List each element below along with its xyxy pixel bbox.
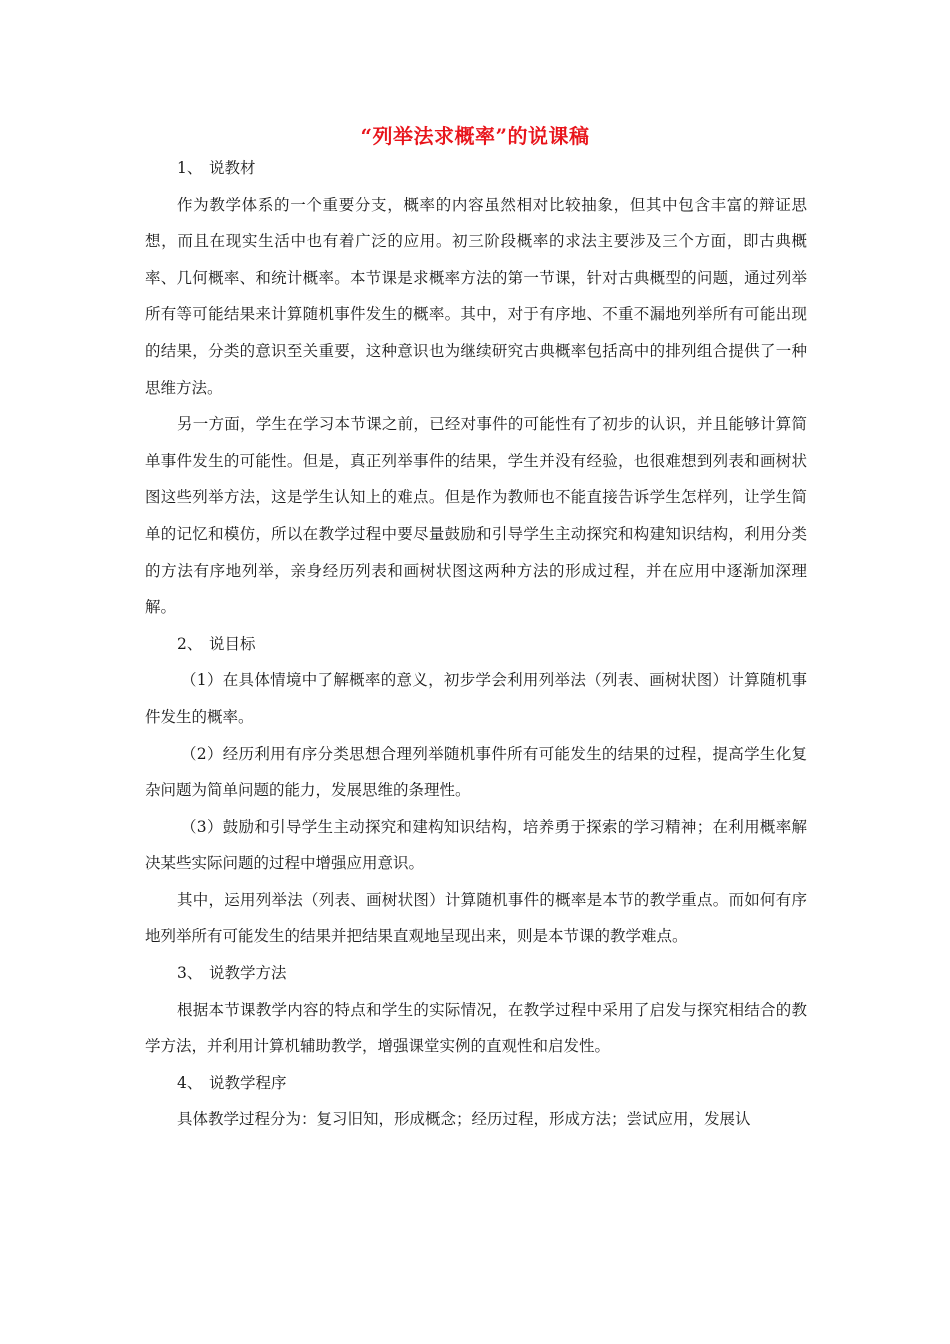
section-number: 3、 <box>177 964 203 983</box>
section-heading-text: 说教学程序 <box>209 1073 287 1092</box>
section-heading <box>145 626 807 663</box>
section-number: 2、 <box>177 634 203 653</box>
document-title: “列举法求概率”的说课稿 <box>360 124 590 148</box>
section-number: 1、 <box>177 159 203 177</box>
section-heading <box>145 150 807 187</box>
section-heading <box>145 955 807 992</box>
paragraph: 其中，运用列举法（列表、画树状图）计算随机事件的概率是本节的教学重点。而如何有序地列举所有可能发生的结果并把结果直观地呈现出来，则是本节课的教学难点。 <box>145 890 807 946</box>
section-heading-text: 说目标 <box>209 634 256 653</box>
objective-item: （3）鼓励和引导学生主动探究和建构知识结构，培养勇于探索的学习精神；在利用概率解决某些实际问题的过程中增强应用意识。 <box>145 817 807 873</box>
paragraph: 作为教学体系的一个重要分支，概率的内容虽然相对比较抽象，但其中包含丰富的辩证思想，而且在现实生活中也有着广泛的应用。初三阶段概率的求法主要涉及三个方面，即古典概率、几何概率、和统计概率。本节课是求概率方法的第一节课，针对古典概型的问题，通过列举所有等可能结果来计算随机事件发生的概率。其中，对于有序地、不重不漏地列举所有可能出现的结果，分类的意识至关重要，这种意识也为继续研究古典概率包括高中的排列组合提供了一种思维方法。 <box>145 195 807 397</box>
section-heading-text: 说教学方法 <box>209 964 287 983</box>
paragraph: 另一方面，学生在学习本节课之前，已经对事件的可能性有了初步的认识，并且能够计算简单事件发生的可能性。但是，真正列举事件的结果，学生并没有经验，也很难想到列表和画树状图这些列举方法，这是学生认知上的难点。但是作为教师也不能直接告诉学生怎样列，让学生简单的记忆和模仿，所以在教学过程中要尽量鼓励和引导学生主动探究和构建知识结构，利用分类的方法有序地列举，亲身经历列表和画树状图这两种方法的形成过程，并在应用中逐渐加深理解。 <box>145 415 807 617</box>
section-number: 4、 <box>177 1073 203 1092</box>
objective-item: （1）在具体情境中了解概率的意义，初步学会利用列举法（列表、画树状图）计算随机事件发生的概率。 <box>145 671 807 726</box>
paragraph: 具体教学过程分为：复习旧知，形成概念；经历过程，形成方法；尝试应用，发展认 <box>177 1110 751 1129</box>
section-heading <box>145 1065 807 1102</box>
document-body <box>145 150 807 1138</box>
objective-item: （2）经历利用有序分类思想合理列举随机事件所有可能发生的结果的过程，提高学生化复杂问题为简单问题的能力，发展思维的条理性。 <box>145 744 807 800</box>
section-heading-text: 说教材 <box>209 159 256 177</box>
paragraph: 根据本节课教学内容的特点和学生的实际情况，在教学过程中采用了启发与探究相结合的教学方法，并利用计算机辅助教学，增强课堂实例的直观性和启发性。 <box>145 1000 807 1056</box>
